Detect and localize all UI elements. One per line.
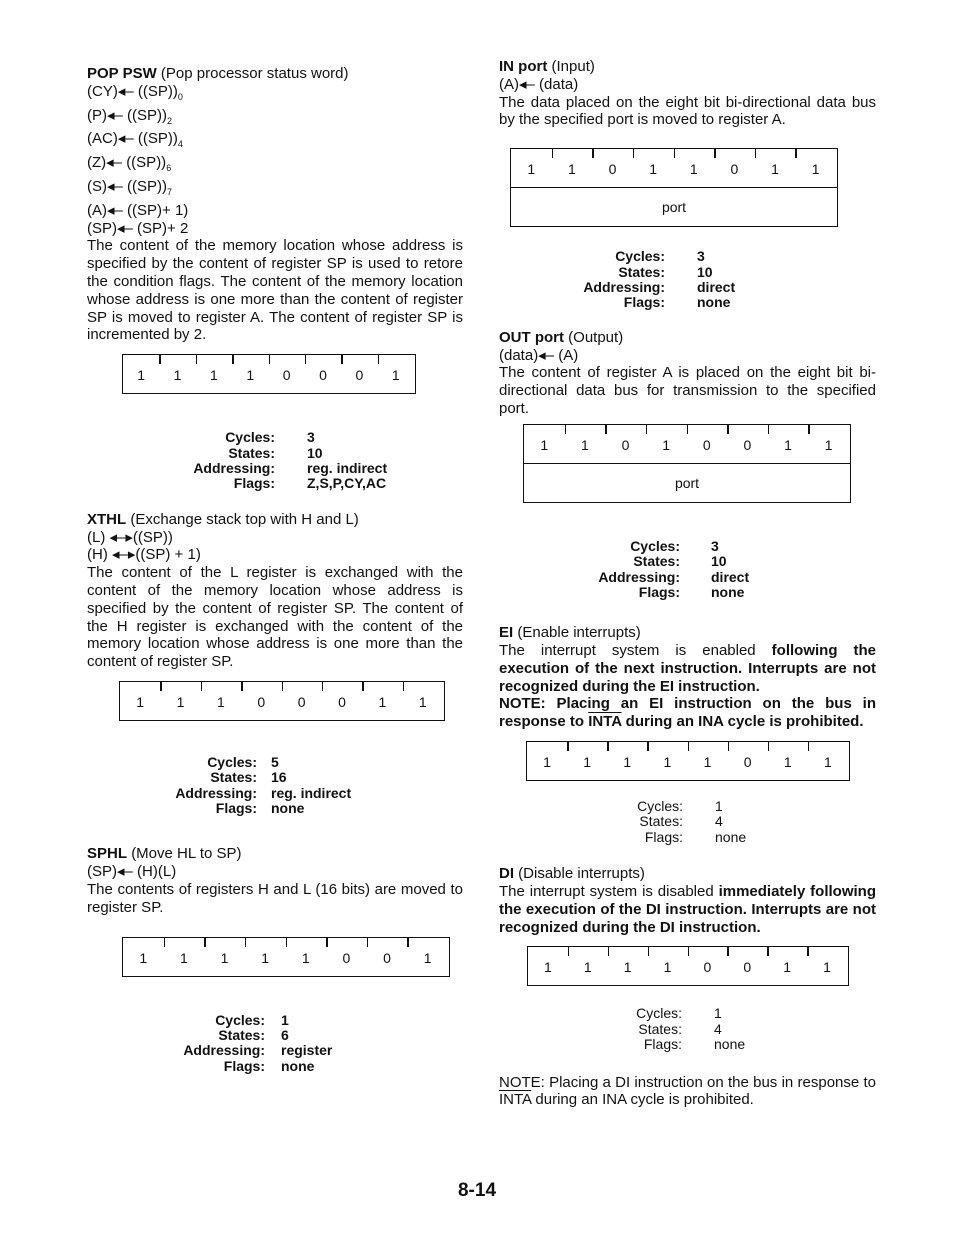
op-subscript: 0 xyxy=(177,91,183,102)
di-opcode-box xyxy=(527,946,849,986)
stat-label: Addressing: xyxy=(583,278,665,295)
opcode-bit: 1 xyxy=(378,693,387,710)
opcode-bit: 1 xyxy=(423,949,432,966)
stat-row xyxy=(87,1059,463,1074)
stat-row xyxy=(499,1037,876,1052)
stat-row xyxy=(87,1043,463,1058)
opcode-divider-tick xyxy=(403,682,404,691)
stat-value: reg. indirect xyxy=(271,784,352,801)
opcode-bit: 1 xyxy=(824,754,832,771)
stat-row xyxy=(499,265,876,280)
opcode-divider-tick xyxy=(608,947,609,956)
stat-value: 10 xyxy=(711,553,727,570)
stat-label: States: xyxy=(210,769,257,786)
opcode-divider-tick xyxy=(245,938,246,947)
stat-label: Cycles: xyxy=(225,429,275,446)
opcode-bit: 0 xyxy=(257,693,266,710)
stat-label: Addressing: xyxy=(193,459,275,476)
opcode-divider-tick xyxy=(407,938,408,947)
stat-label: Addressing: xyxy=(598,568,680,585)
out-port-opcode-box xyxy=(523,424,851,503)
stat-row xyxy=(87,461,463,476)
opcode-bit: 0 xyxy=(383,949,391,966)
stat-label: Cycles: xyxy=(630,537,680,554)
sphl-stats xyxy=(87,1013,463,1075)
op-line xyxy=(87,154,463,178)
stat-label: Flags: xyxy=(215,800,257,817)
pop-psw-opcode-box xyxy=(122,354,416,394)
out-port-stats xyxy=(499,539,876,601)
opcode-bit: 0 xyxy=(342,949,351,966)
opcode-divider-tick xyxy=(646,425,647,434)
stat-value: register xyxy=(281,1042,333,1059)
stat-row xyxy=(499,814,876,829)
opcode-bit: 1 xyxy=(136,693,145,710)
opcode-divider-tick xyxy=(341,355,342,364)
opcode-bit: 0 xyxy=(621,436,630,453)
stat-value: none xyxy=(697,294,731,311)
opcode-divider-tick xyxy=(204,938,205,947)
opcode-divider-tick xyxy=(159,355,160,364)
opcode-bit: 0 xyxy=(608,161,617,178)
stat-row xyxy=(499,570,876,585)
ei-note-a: NOTE: Placing an EI instruction on the bus in response to xyxy=(499,695,876,731)
opcode-bit: 1 xyxy=(583,754,592,771)
opcode-bit: 0 xyxy=(297,693,306,710)
out-port-heading xyxy=(499,329,876,347)
stat-row xyxy=(87,476,463,491)
opcode-divider-tick xyxy=(269,355,270,364)
opcode-bit: 1 xyxy=(543,754,551,771)
op-line xyxy=(87,178,463,202)
port-operand-cell: port xyxy=(524,463,850,502)
op-subscript: 2 xyxy=(167,115,173,126)
in-port-title: (Input) xyxy=(551,58,595,75)
op-text: (Z)◂– ((SP)) xyxy=(87,154,167,172)
opcode-bit: 1 xyxy=(544,959,552,976)
op-subscript: 6 xyxy=(166,163,172,174)
opcode-bit: 0 xyxy=(730,161,739,178)
opcode-divider-tick xyxy=(767,947,768,956)
stat-value: 10 xyxy=(307,444,323,461)
ei-desc-bold: following the execution of the next instruction. Interrupts are not recognized during the EI instruction. xyxy=(499,642,877,695)
out-port-title: (Output) xyxy=(568,328,624,346)
opcode-divider-tick xyxy=(755,149,756,158)
stat-label: Flags: xyxy=(643,1036,682,1053)
opcode-divider-tick xyxy=(568,947,569,956)
opcode-bit: 0 xyxy=(282,367,291,384)
pop-psw-title: (Pop processor status word) xyxy=(160,65,349,82)
ei-note xyxy=(499,695,876,731)
stat-label: States: xyxy=(228,444,275,461)
op-line: (L) ◂–▸((SP)) xyxy=(87,528,173,546)
stat-value: 3 xyxy=(711,537,719,554)
ei-note-inta: INTA xyxy=(588,713,622,731)
sphl-section xyxy=(87,845,463,1074)
ei-desc-plain: The interrupt system is enabled xyxy=(499,642,772,660)
stat-row xyxy=(499,1006,876,1021)
di-heading xyxy=(499,865,876,883)
stat-value: 1 xyxy=(715,798,723,815)
stat-row xyxy=(499,539,876,554)
opcode-bit: 1 xyxy=(210,367,218,384)
opcode-bit: 1 xyxy=(663,754,672,771)
opcode-bit: 0 xyxy=(743,959,752,976)
opcode-divider-tick xyxy=(688,742,689,751)
opcode-bit: 1 xyxy=(173,367,182,384)
opcode-bit: 1 xyxy=(261,949,270,966)
stat-label: Cycles: xyxy=(215,1011,265,1028)
ei-opcode-box xyxy=(526,741,850,781)
opcode-bit: 1 xyxy=(823,959,831,976)
op-text: (A)◂– ((SP)+ 1) xyxy=(87,201,189,219)
op-text: (CY)◂– ((SP)) xyxy=(87,82,178,100)
stat-value: none xyxy=(715,828,747,845)
opcode-bit: 0 xyxy=(703,959,712,976)
stat-value: 1 xyxy=(714,1005,722,1022)
in-port-mnemonic: IN port xyxy=(499,58,548,75)
in-port-description: The data placed on the eight bit bi-directional data bus by the specified port is moved to register A. xyxy=(499,93,876,129)
di-note xyxy=(499,1074,876,1110)
opcode-divider-tick xyxy=(322,682,323,691)
di-stats xyxy=(499,1006,876,1052)
opcode-bit: 0 xyxy=(702,436,711,453)
opcode-bits-row xyxy=(123,938,449,976)
di-desc-bold: immediately following the execution of the DI instruction. Interrupts are not recognized during the DI instruction. xyxy=(499,883,876,936)
stat-row xyxy=(87,446,463,461)
xthl-title: (Exchange stack top with H and L) xyxy=(130,510,359,528)
sphl-title: (Move HL to SP) xyxy=(131,845,242,863)
opcode-divider-tick xyxy=(647,742,648,751)
op-text: (AC)◂– ((SP)) xyxy=(87,130,178,148)
opcode-bit: 1 xyxy=(689,161,698,178)
stat-label: Addressing: xyxy=(175,784,257,801)
di-note-inta: INTA xyxy=(499,1091,532,1109)
op-line: (SP)◂– (H)(L) xyxy=(87,863,177,881)
ei-heading xyxy=(499,624,876,642)
opcode-bit: 1 xyxy=(180,949,188,966)
opcode-bit: 0 xyxy=(319,367,327,384)
stat-row xyxy=(499,554,876,569)
op-subscript: 4 xyxy=(177,139,183,150)
stat-label: Flags: xyxy=(644,828,683,845)
opcode-bit: 0 xyxy=(743,436,752,453)
opcode-divider-tick xyxy=(367,938,368,947)
sphl-description: The contents of registers H and L (16 bits) are moved to register SP. xyxy=(87,881,463,916)
op-line: (data)◂– (A) xyxy=(499,346,579,364)
pop-psw-ops xyxy=(87,83,463,238)
opcode-divider-tick xyxy=(567,742,568,751)
opcode-divider-tick xyxy=(808,742,809,751)
stat-value: 6 xyxy=(281,1027,289,1044)
di-title: (Disable interrupts) xyxy=(518,865,645,883)
stat-value: none xyxy=(281,1057,315,1074)
stat-label: Cycles: xyxy=(207,753,257,770)
stat-value: reg. indirect xyxy=(307,459,388,476)
sphl-opcode-box xyxy=(122,937,450,977)
opcode-bit: 0 xyxy=(743,754,752,771)
op-line: (H) ◂–▸((SP) + 1) xyxy=(87,546,201,564)
stat-value: none xyxy=(711,583,745,600)
opcode-divider-tick xyxy=(201,682,202,691)
stat-value: none xyxy=(271,800,305,817)
stat-row xyxy=(499,280,876,295)
stat-label: Cycles: xyxy=(615,248,665,265)
op-text: (S)◂– ((SP)) xyxy=(87,177,168,195)
opcode-divider-tick xyxy=(232,355,233,364)
opcode-divider-tick xyxy=(607,742,608,751)
stat-label: States: xyxy=(633,553,680,570)
stat-row xyxy=(87,755,463,770)
xthl-opcode-box xyxy=(119,681,445,721)
stat-value: direct xyxy=(711,568,750,585)
opcode-bit: 1 xyxy=(246,367,255,384)
opcode-divider-tick xyxy=(552,149,553,158)
stat-row xyxy=(499,830,876,845)
stat-label: Flags: xyxy=(623,294,665,311)
op-line xyxy=(87,220,463,238)
opcode-divider-tick xyxy=(241,682,242,691)
xthl-description: The content of the L register is exchanged with the content of the memory location whose address is specified by the content of register SP. The content of the H register is exchanged with the content of the memory location whose address is one more than the content of register SP. xyxy=(87,564,463,671)
out-port-description: The content of register A is placed on the eight bit bi-directional data bus for transmission to the specified port. xyxy=(499,364,876,417)
opcode-divider-tick xyxy=(326,938,327,947)
opcode-divider-tick xyxy=(688,947,689,956)
opcode-divider-tick xyxy=(768,425,769,434)
stat-row xyxy=(499,799,876,814)
opcode-bit: 1 xyxy=(220,949,229,966)
stat-label: States: xyxy=(638,1020,682,1037)
opcode-bit: 1 xyxy=(139,949,148,966)
ei-description xyxy=(499,642,876,695)
opcode-divider-tick xyxy=(807,947,808,956)
opcode-divider-tick xyxy=(727,425,728,434)
opcode-bit: 1 xyxy=(137,367,146,384)
opcode-bit: 1 xyxy=(811,161,820,178)
di-section xyxy=(499,865,876,1109)
opcode-bits-row xyxy=(527,742,849,780)
di-description xyxy=(499,883,876,936)
opcode-bit: 1 xyxy=(663,959,672,976)
opcode-divider-tick xyxy=(592,149,593,158)
stat-row xyxy=(87,770,463,785)
di-desc-plain: The interrupt system is disabled xyxy=(499,883,719,901)
stat-value: none xyxy=(714,1036,746,1053)
stat-row xyxy=(499,585,876,600)
opcode-divider-tick xyxy=(727,947,728,956)
op-line xyxy=(87,130,463,154)
opcode-divider-tick xyxy=(196,355,197,364)
stat-row xyxy=(499,249,876,264)
xthl-heading xyxy=(87,511,463,529)
ei-note-b: during an INA cycle is prohibited. xyxy=(621,713,864,731)
stat-row xyxy=(87,786,463,801)
opcode-divider-tick xyxy=(648,947,649,956)
opcode-bit: 1 xyxy=(540,436,549,453)
out-port-section xyxy=(499,329,876,601)
opcode-bits-row xyxy=(123,355,415,393)
opcode-divider-tick xyxy=(714,149,715,158)
opcode-bit: 1 xyxy=(217,693,225,710)
opcode-bit: 1 xyxy=(583,959,592,976)
op-subscript: 7 xyxy=(167,186,173,197)
stat-row xyxy=(87,1013,463,1028)
xthl-section xyxy=(87,511,463,817)
opcode-divider-tick xyxy=(633,149,634,158)
opcode-bit: 1 xyxy=(649,161,658,178)
stat-value: 3 xyxy=(307,429,315,446)
opcode-bit: 1 xyxy=(418,693,427,710)
op-line: (A)◂– (data) xyxy=(499,75,579,93)
ei-title: (Enable interrupts) xyxy=(517,624,641,642)
xthl-mnemonic: XTHL xyxy=(87,510,127,528)
port-operand-cell: port xyxy=(511,187,837,226)
stat-label: Cycles: xyxy=(637,798,683,815)
opcode-bits-row xyxy=(511,149,837,187)
stat-label: Flags: xyxy=(233,475,275,492)
opcode-bit: 0 xyxy=(338,693,346,710)
opcode-divider-tick xyxy=(808,425,809,434)
stat-label: States: xyxy=(218,1027,265,1044)
pop-psw-stats xyxy=(87,430,463,492)
stat-row xyxy=(87,1028,463,1043)
opcode-divider-tick xyxy=(687,425,688,434)
opcode-divider-tick xyxy=(768,742,769,751)
stat-value: direct xyxy=(697,278,736,295)
stat-value: 10 xyxy=(697,263,713,280)
stat-value: Z,S,P,CY,AC xyxy=(307,475,387,492)
opcode-bit: 1 xyxy=(391,367,400,384)
opcode-divider-tick xyxy=(728,742,729,751)
opcode-bit: 1 xyxy=(176,693,185,710)
stat-row xyxy=(499,295,876,310)
opcode-bit: 1 xyxy=(784,436,792,453)
in-port-opcode-box xyxy=(510,148,838,227)
op-text: (P)◂– ((SP)) xyxy=(87,106,168,124)
opcode-bit: 1 xyxy=(662,436,671,453)
op-line xyxy=(87,83,463,107)
opcode-divider-tick xyxy=(795,149,796,158)
sphl-mnemonic: SPHL xyxy=(87,845,128,863)
di-note-a: NOTE: Placing a DI instruction on the bus in response to xyxy=(499,1073,876,1091)
opcode-divider-tick xyxy=(674,149,675,158)
opcode-bits-row xyxy=(524,425,850,463)
opcode-divider-tick xyxy=(565,425,566,434)
stat-value: 4 xyxy=(714,1020,722,1037)
ei-stats xyxy=(499,799,876,845)
page-number: 8-14 xyxy=(457,1180,497,1201)
opcode-bit: 1 xyxy=(703,754,712,771)
op-line xyxy=(87,107,463,131)
ei-section xyxy=(499,624,876,845)
di-note-b: during an INA cycle is prohibited. xyxy=(531,1091,754,1109)
opcode-bit: 1 xyxy=(783,754,792,771)
opcode-bits-row xyxy=(528,947,848,985)
stat-label: Addressing: xyxy=(183,1042,265,1059)
opcode-divider-tick xyxy=(605,425,606,434)
opcode-bit: 1 xyxy=(824,436,833,453)
stat-label: Flags: xyxy=(638,583,680,600)
op-line xyxy=(87,202,463,220)
stat-row xyxy=(87,430,463,445)
in-port-section xyxy=(499,58,876,311)
xthl-stats xyxy=(87,755,463,817)
stat-label: Flags: xyxy=(223,1057,265,1074)
opcode-divider-tick xyxy=(378,355,379,364)
stat-value: 16 xyxy=(271,769,287,786)
opcode-bit: 1 xyxy=(568,161,576,178)
stat-value: 1 xyxy=(281,1011,289,1028)
opcode-bit: 1 xyxy=(301,949,310,966)
opcode-bits-row xyxy=(120,682,444,720)
out-port-mnemonic: OUT port xyxy=(499,328,564,346)
in-port-heading xyxy=(499,58,876,76)
stat-value: 3 xyxy=(697,248,705,265)
pop-psw-mnemonic: POP PSW xyxy=(87,65,157,82)
sphl-heading xyxy=(87,845,463,863)
opcode-divider-tick xyxy=(164,938,165,947)
opcode-bit: 1 xyxy=(771,161,779,178)
opcode-divider-tick xyxy=(286,938,287,947)
opcode-divider-tick xyxy=(160,682,161,691)
right-column xyxy=(499,58,876,1109)
ei-mnemonic: EI xyxy=(499,624,514,642)
stat-row xyxy=(87,801,463,816)
opcode-divider-tick xyxy=(282,682,283,691)
left-column xyxy=(87,65,463,1074)
stat-value: 4 xyxy=(715,813,723,830)
stat-label: States: xyxy=(639,813,683,830)
pop-psw-description: The content of the memory location whose address is specified by the content of register SP is used to retore the condition flags. The content of the memory location whose address is one more than the content of register SP is moved to register A. The content of register SP is incremented by 2. xyxy=(87,237,463,344)
stat-label: Cycles: xyxy=(636,1005,682,1022)
stat-label: States: xyxy=(618,263,665,280)
opcode-bit: 1 xyxy=(783,959,792,976)
pop-psw-section xyxy=(87,65,463,492)
opcode-bit: 1 xyxy=(623,754,632,771)
op-text: (SP)◂– (SP)+ 2 xyxy=(87,219,189,237)
opcode-bit: 1 xyxy=(581,436,589,453)
in-port-stats xyxy=(499,249,876,311)
opcode-divider-tick xyxy=(305,355,306,364)
pop-psw-heading xyxy=(87,65,463,83)
opcode-bit: 0 xyxy=(355,367,364,384)
stat-row xyxy=(499,1022,876,1037)
opcode-divider-tick xyxy=(362,682,363,691)
di-mnemonic: DI xyxy=(499,865,514,883)
stat-value: 5 xyxy=(271,753,279,770)
opcode-bit: 1 xyxy=(527,161,536,178)
opcode-bit: 1 xyxy=(623,959,632,976)
